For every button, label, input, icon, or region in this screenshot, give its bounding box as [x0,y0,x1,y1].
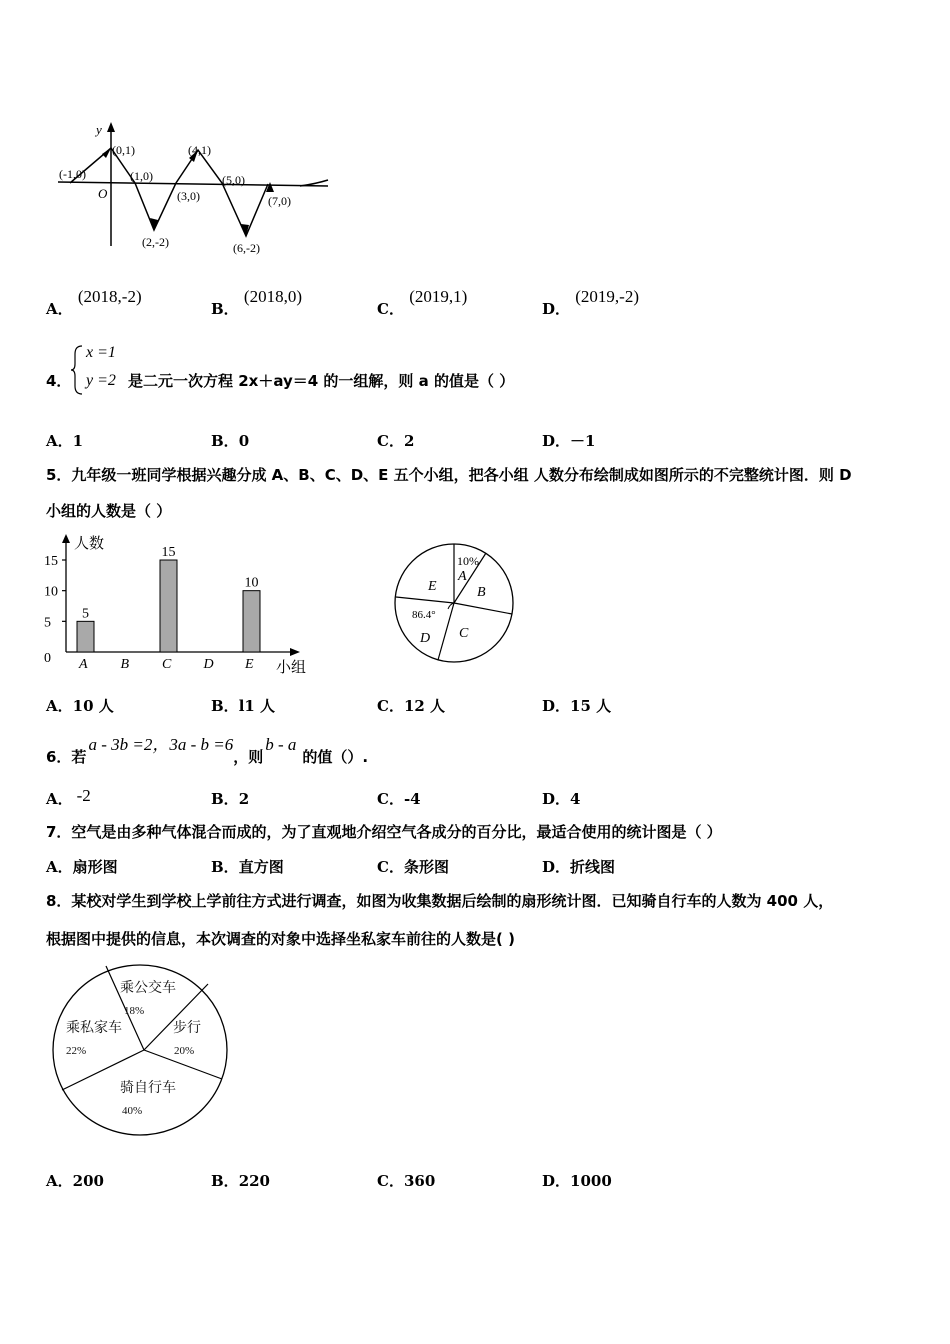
q4-text: 是二元一次方程 2x＋ay＝4 的一组解，则 a 的值是（ ） [128,372,515,390]
q6-question [46,735,369,767]
point-label: (-1,0) [59,167,86,181]
option-value: (2018,-2) [77,287,142,306]
point-label: (7,0) [268,194,291,208]
brace-icon [70,344,84,396]
point-label: (0,1) [112,143,135,157]
q4-option-b[interactable]: B．0 [211,432,250,450]
q8-line2: 根据图中提供的信息，本次调查的对象中选择坐私家车前往的人数是( ) [46,930,515,948]
point-label: (5,0) [222,173,245,187]
bar-data-label: 5 [82,606,89,622]
point-label: (6,-2) [233,241,260,255]
q4-system-line1: x =1 [86,344,116,361]
bar-category-label: C [162,657,172,672]
option-value: (2019,-2) [575,287,639,306]
pie-value: 20% [174,1045,195,1057]
bar-xlabel: 小组 [276,660,307,676]
bar-ytick-label: 0 [44,651,51,666]
bar-ytick-label: 10 [44,584,58,600]
pie-label: 骑自行车 [120,1081,176,1096]
q8-option-c[interactable]: C．360 [377,1172,436,1190]
q7-option-b[interactable]: B．直方图 [211,858,284,876]
bar-A [77,621,94,652]
bar-data-label: 10 [244,575,259,591]
q6-expr2: b - a [265,735,297,754]
pie-value: 22% [66,1045,87,1057]
q6-mid: ，则 [233,748,264,766]
bar-data-label: 15 [161,545,176,560]
point-label: (2,-2) [142,235,169,249]
q7-option-a[interactable]: A．扇形图 [46,858,118,876]
q6-prefix: 6．若 [46,748,87,766]
pie-divider [438,603,454,660]
pie-label: 步行 [173,1021,201,1036]
origin-label: O [98,186,108,201]
bar-category-label: B [120,657,130,672]
pie-divider [454,603,512,614]
q5-option-c[interactable]: C．12 人 [377,697,446,715]
q7-text: 7．空气是由多种气体混合而成的，为了直观地介绍空气各成分的百分比，最适合使用的统计图是（ ） [46,823,722,841]
q8-line1: 8．某校对学生到学校上学前往方式进行调查，如图为收集数据后绘制的扇形统计图．已知骑自行车的人数为 400 人， [46,892,834,910]
q5-option-a[interactable]: A．10 人 [46,697,114,715]
point-label: (3,0) [177,189,200,203]
pie-label: D [420,631,431,646]
q8-option-a[interactable]: A．200 [46,1172,104,1190]
bar-ytick-label: 15 [44,554,58,569]
bar-ytick-label: 5 [44,615,51,631]
q8-option-b[interactable]: B．220 [211,1172,270,1190]
bar-chart [44,532,324,680]
q5-line2: 小组的人数是（ ） [46,502,172,520]
q6-suffix: 的值（）. [302,748,369,766]
pie-value: 18% [124,1005,145,1017]
q3-option-d[interactable] [542,287,639,319]
option-value: (2018,0) [243,287,302,306]
q4-option-c[interactable]: C．2 [377,432,415,450]
option-value: (2019,1) [409,287,468,306]
option-letter: B． [211,300,239,318]
q3-option-a[interactable] [46,287,142,319]
option-letter: C． [377,300,404,318]
q6-option-b[interactable]: B．2 [211,790,250,808]
bar-category-label: E [245,657,254,672]
option-letter: A． [46,300,73,318]
q4-system-line2: y =2 [86,372,116,389]
point-label: (1,0) [130,169,153,183]
pie-label: E [428,579,437,594]
bar-ylabel: 人数 [74,536,105,552]
bar-C [160,560,177,652]
pie-value: 40% [122,1105,143,1117]
q8-option-d[interactable]: D．1000 [542,1172,612,1190]
q4-option-d[interactable]: D．－1 [542,432,596,450]
pie-label: C [459,626,469,641]
pie-divider [396,597,454,603]
pie-value: 10% [457,554,479,568]
option-letter: D． [542,300,571,318]
q7-option-d[interactable]: D．折线图 [542,858,616,876]
q4-number: 4． [46,372,72,390]
pie-chart-groups [390,540,520,670]
bar-category-label: D [203,657,214,672]
q5-option-d[interactable]: D．15 人 [542,697,612,715]
zigzag-graph [50,118,340,268]
bar-E [243,591,260,652]
q6-option-a[interactable]: A． -2 [46,786,91,808]
pie-label: 乘公交车 [120,981,176,996]
q3-option-c[interactable] [377,287,468,319]
pie-label: A [458,569,467,584]
q3-option-b[interactable] [211,287,302,319]
pie-value: 86.4° [412,609,436,621]
bar-category-label: A [79,657,88,672]
q4-option-a[interactable]: A．1 [46,432,84,450]
q5-line1: 5．九年级一班同学根据兴趣分成 A、B、C、D、E 五个小组，把各小组 人数分布绘制成如图所示的不完整统计图．则 D [46,466,852,484]
q5-option-b[interactable]: B．l1 人 [211,697,276,715]
q6-option-d[interactable]: D．4 [542,790,581,808]
q6-expr1: a - 3b =2，3a - b =6 [88,735,234,754]
y-axis-label: y [96,122,102,137]
point-label: (4,1) [188,143,211,157]
q7-option-c[interactable]: C．条形图 [377,858,449,876]
pie-chart-transport [50,962,230,1140]
pie-label: B [477,585,486,600]
pie-label: 乘私家车 [66,1021,122,1036]
q6-option-c[interactable]: C．-4 [377,790,421,808]
